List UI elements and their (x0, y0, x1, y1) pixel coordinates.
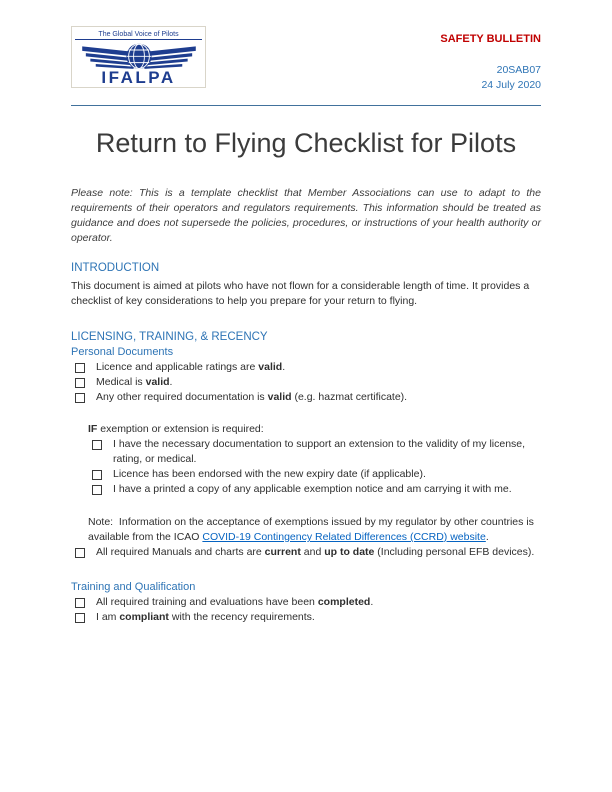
ccrd-website-link[interactable]: COVID-19 Contingency Related Differences (CCRD) website (202, 531, 486, 543)
emphasis-text: valid (258, 361, 283, 373)
checklist-item (71, 610, 541, 625)
text-segment: All required Manuals and charts are (96, 546, 265, 558)
exemption-intro-line (88, 422, 541, 437)
logo-tagline: The Global Voice of Pilots (75, 30, 202, 40)
bulletin-type-label: SAFETY BULLETIN (440, 33, 541, 45)
text-segment: . (485, 531, 489, 543)
text-segment: I am (96, 611, 120, 623)
exemption-checklist (88, 437, 541, 497)
emphasis-text: current (264, 546, 301, 558)
page-title: Return to Flying Checklist for Pilots (95, 128, 517, 158)
checklist-item (88, 482, 541, 497)
checklist-item (71, 545, 541, 560)
checklist-item (71, 390, 541, 405)
personal-documents-heading: Personal Documents (71, 346, 174, 358)
checklist-item-text (96, 545, 541, 560)
text-segment: and (300, 546, 325, 558)
text-segment: . (370, 596, 374, 608)
text-segment: Any other required documentation is (96, 391, 268, 403)
text-segment: All required training and evaluations have been (96, 596, 318, 608)
checklist-item (71, 595, 541, 610)
checkbox-icon (92, 440, 102, 450)
manuals-checklist (71, 545, 541, 560)
text-segment: I have a printed a copy of any applicable exemption notice and am carrying it with me. (113, 483, 512, 495)
checklist-item-text (113, 482, 541, 497)
checkbox-icon (92, 470, 102, 480)
text-segment: Note: Information on the acceptance of exemptions issued by my regulator by other countries is available from the ICAO (88, 516, 537, 543)
exemption-block (88, 422, 541, 545)
personal-documents-checklist (71, 360, 541, 405)
checklist-item (88, 437, 541, 467)
ifalpa-logo (71, 26, 206, 88)
checkbox-icon (75, 613, 85, 623)
checkbox-icon (75, 378, 85, 388)
checklist-item (88, 467, 541, 482)
checkbox-icon (75, 598, 85, 608)
text-segment: Licence and applicable ratings are (96, 361, 259, 373)
text-segment: (e.g. hazmat certificate). (291, 391, 408, 403)
training-qualification-heading: Training and Qualification (71, 581, 196, 593)
logo-name: IFALPA (101, 68, 176, 87)
checklist-item-text (113, 467, 541, 482)
text-segment: Medical is (96, 376, 146, 388)
text-segment: exemption or extension is required: (97, 423, 264, 435)
checkbox-icon (75, 393, 85, 403)
emphasis-text: compliant (119, 611, 169, 623)
text-segment: with the recency requirements. (168, 611, 315, 623)
header-divider (71, 105, 541, 106)
checklist-item-text (96, 595, 541, 610)
introduction-body: This document is aimed at pilots who have not flown for a considerable length of time. It provides a checklist of key considerations to help you prepare for your return to flying. (71, 280, 530, 307)
checkbox-icon (75, 548, 85, 558)
emphasis-text: up to date (324, 546, 375, 558)
emphasis-text: completed (317, 596, 371, 608)
training-checklist (71, 595, 541, 625)
text-segment: . (169, 376, 173, 388)
text-segment: Licence has been endorsed with the new expiry date (if applicable). (113, 468, 426, 480)
checkbox-icon (92, 485, 102, 495)
emphasis-text: IF (88, 423, 98, 435)
licensing-heading: LICENSING, TRAINING, & RECENCY (71, 331, 268, 343)
text-segment: I have the necessary documentation to support an extension to the validity of my license, rating, or medical. (113, 438, 526, 465)
checklist-item-text (96, 375, 541, 390)
text-segment: . (282, 361, 286, 373)
checklist-item-text (96, 610, 541, 625)
checklist-item-text (96, 390, 541, 405)
text-segment: (Including personal EFB devices). (374, 546, 535, 558)
document-header (71, 26, 541, 93)
doc-date: 24 July 2020 (481, 79, 541, 91)
checklist-item (71, 375, 541, 390)
emphasis-text: valid (145, 376, 170, 388)
doc-number: 20SAB07 (496, 64, 541, 76)
checklist-item (71, 360, 541, 375)
introduction-heading: INTRODUCTION (71, 262, 160, 274)
ccrd-note (88, 515, 541, 545)
checkbox-icon (75, 363, 85, 373)
checklist-item-text (113, 437, 541, 467)
bulletin-meta (440, 26, 541, 93)
emphasis-text: valid (267, 391, 292, 403)
disclaimer-note: Please note: This is a template checklist that Member Associations can use to adapt to the requirements of their operators and regulators requirements. This information should be treated as guidance and does not supersede the policies, procedures, or instructions of your health authority or operator. (71, 187, 541, 244)
checklist-item-text (96, 360, 541, 375)
